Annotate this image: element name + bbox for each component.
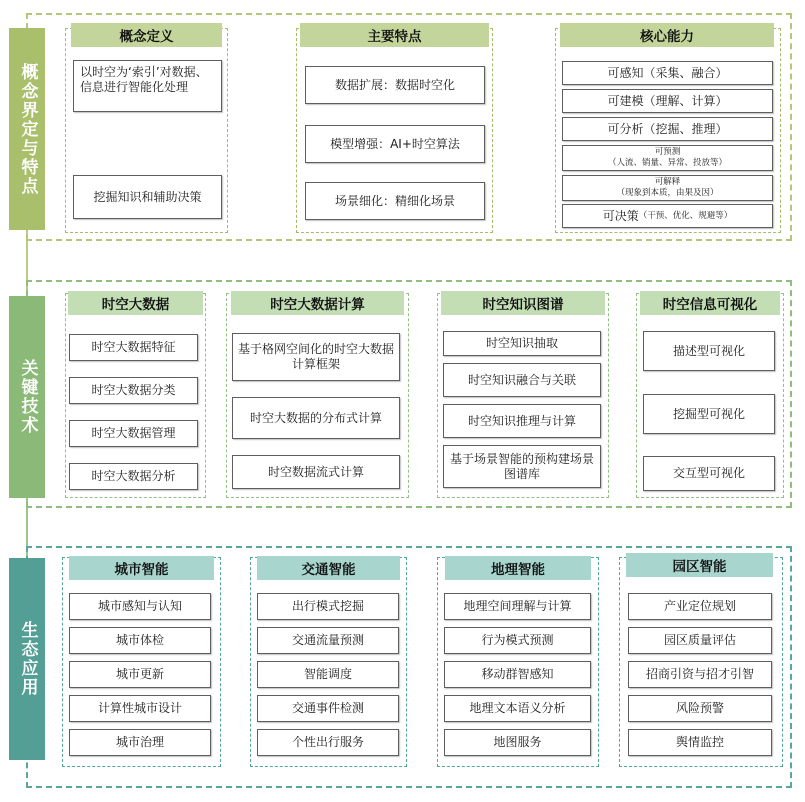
list-item: 地图服务 <box>444 729 591 756</box>
group-title: 时空大数据 <box>68 291 203 315</box>
capability-name: 可决策 <box>602 208 639 223</box>
list-item: 描述型可视化 <box>643 331 775 371</box>
list-item: 城市更新 <box>69 661 211 688</box>
list-item: 时空知识推理与计算 <box>443 404 601 438</box>
group-title: 时空大数据计算 <box>231 291 404 315</box>
list-item: 城市体检 <box>69 627 211 654</box>
capability-detail: （干预、优化、规避等） <box>638 210 733 221</box>
group-title: 交通智能 <box>257 556 400 580</box>
list-item: 基于场景智能的预构建场景图谱库 <box>443 445 601 488</box>
list-item <box>562 145 773 171</box>
capability-name: 可预测 <box>654 147 681 157</box>
list-item: 交互型可视化 <box>643 456 775 491</box>
list-item: 交通流量预测 <box>257 627 399 654</box>
list-item: 个性出行服务 <box>257 729 399 756</box>
list-item: 出行模式挖掘 <box>257 593 399 620</box>
list-item: 场景细化：精细化场景 <box>305 182 485 220</box>
list-item: 模型增强：AI+时空算法 <box>305 125 485 163</box>
group-title: 园区智能 <box>626 553 773 577</box>
list-item: 时空大数据管理 <box>69 420 198 447</box>
list-item: 计算性城市设计 <box>69 695 211 722</box>
section-app-label: 生态应用 <box>9 558 45 760</box>
list-item: 移动群智感知 <box>444 661 591 688</box>
list-item: 可建模（理解、计算） <box>562 89 773 113</box>
list-item: 时空大数据特征 <box>69 334 198 361</box>
list-item: 基于格网空间化的时空大数据计算框架 <box>232 333 400 381</box>
group-title: 城市智能 <box>69 556 214 580</box>
group-title: 核心能力 <box>560 23 774 47</box>
group-title: 概念定义 <box>71 23 222 47</box>
list-item <box>562 175 773 201</box>
list-item <box>562 204 773 228</box>
capability-name: 可解释 <box>654 177 681 187</box>
list-item: 以时空为‘索引’对数据、信息进行智能化处理 <box>73 60 222 112</box>
list-item: 时空数据流式计算 <box>232 455 400 489</box>
section-tech-label: 关键技术 <box>9 296 45 498</box>
capability-detail: （人流、销量、异常、投放等） <box>607 158 727 168</box>
list-item: 交通事件检测 <box>257 695 399 722</box>
list-item: 地理空间理解与计算 <box>444 593 591 620</box>
list-item: 时空大数据的分布式计算 <box>232 397 400 439</box>
list-item: 园区质量评估 <box>628 627 772 654</box>
group-title: 时空信息可视化 <box>640 291 780 315</box>
list-item: 可分析（挖掘、推理） <box>562 117 773 141</box>
list-item: 行为模式预测 <box>444 627 591 654</box>
list-item: 可感知（采集、融合） <box>562 61 773 85</box>
list-item: 风险预警 <box>628 695 772 722</box>
list-item: 城市感知与认知 <box>69 593 211 620</box>
list-item: 智能调度 <box>257 661 399 688</box>
list-item: 舆情监控 <box>628 729 772 756</box>
list-item: 数据扩展：数据时空化 <box>305 66 485 104</box>
list-item: 地理文本语义分析 <box>444 695 591 722</box>
list-item: 时空大数据分类 <box>69 377 198 404</box>
list-item: 招商引资与招才引智 <box>628 661 772 688</box>
section-concept-label: 概念界定与特点 <box>9 28 45 230</box>
list-item: 挖掘知识和辅助决策 <box>73 175 222 219</box>
list-item: 时空知识融合与关联 <box>443 363 601 397</box>
list-item: 挖掘型可视化 <box>643 394 775 434</box>
group-title: 主要特点 <box>300 23 489 47</box>
list-item: 城市治理 <box>69 729 211 756</box>
list-item: 时空知识抽取 <box>443 331 601 356</box>
list-item: 时空大数据分析 <box>69 463 198 490</box>
group-title: 地理智能 <box>445 556 591 580</box>
list-item: 产业定位规划 <box>628 593 772 620</box>
capability-detail: （现象到本质，由果及因） <box>616 188 719 198</box>
group-title: 时空知识图谱 <box>441 291 605 315</box>
